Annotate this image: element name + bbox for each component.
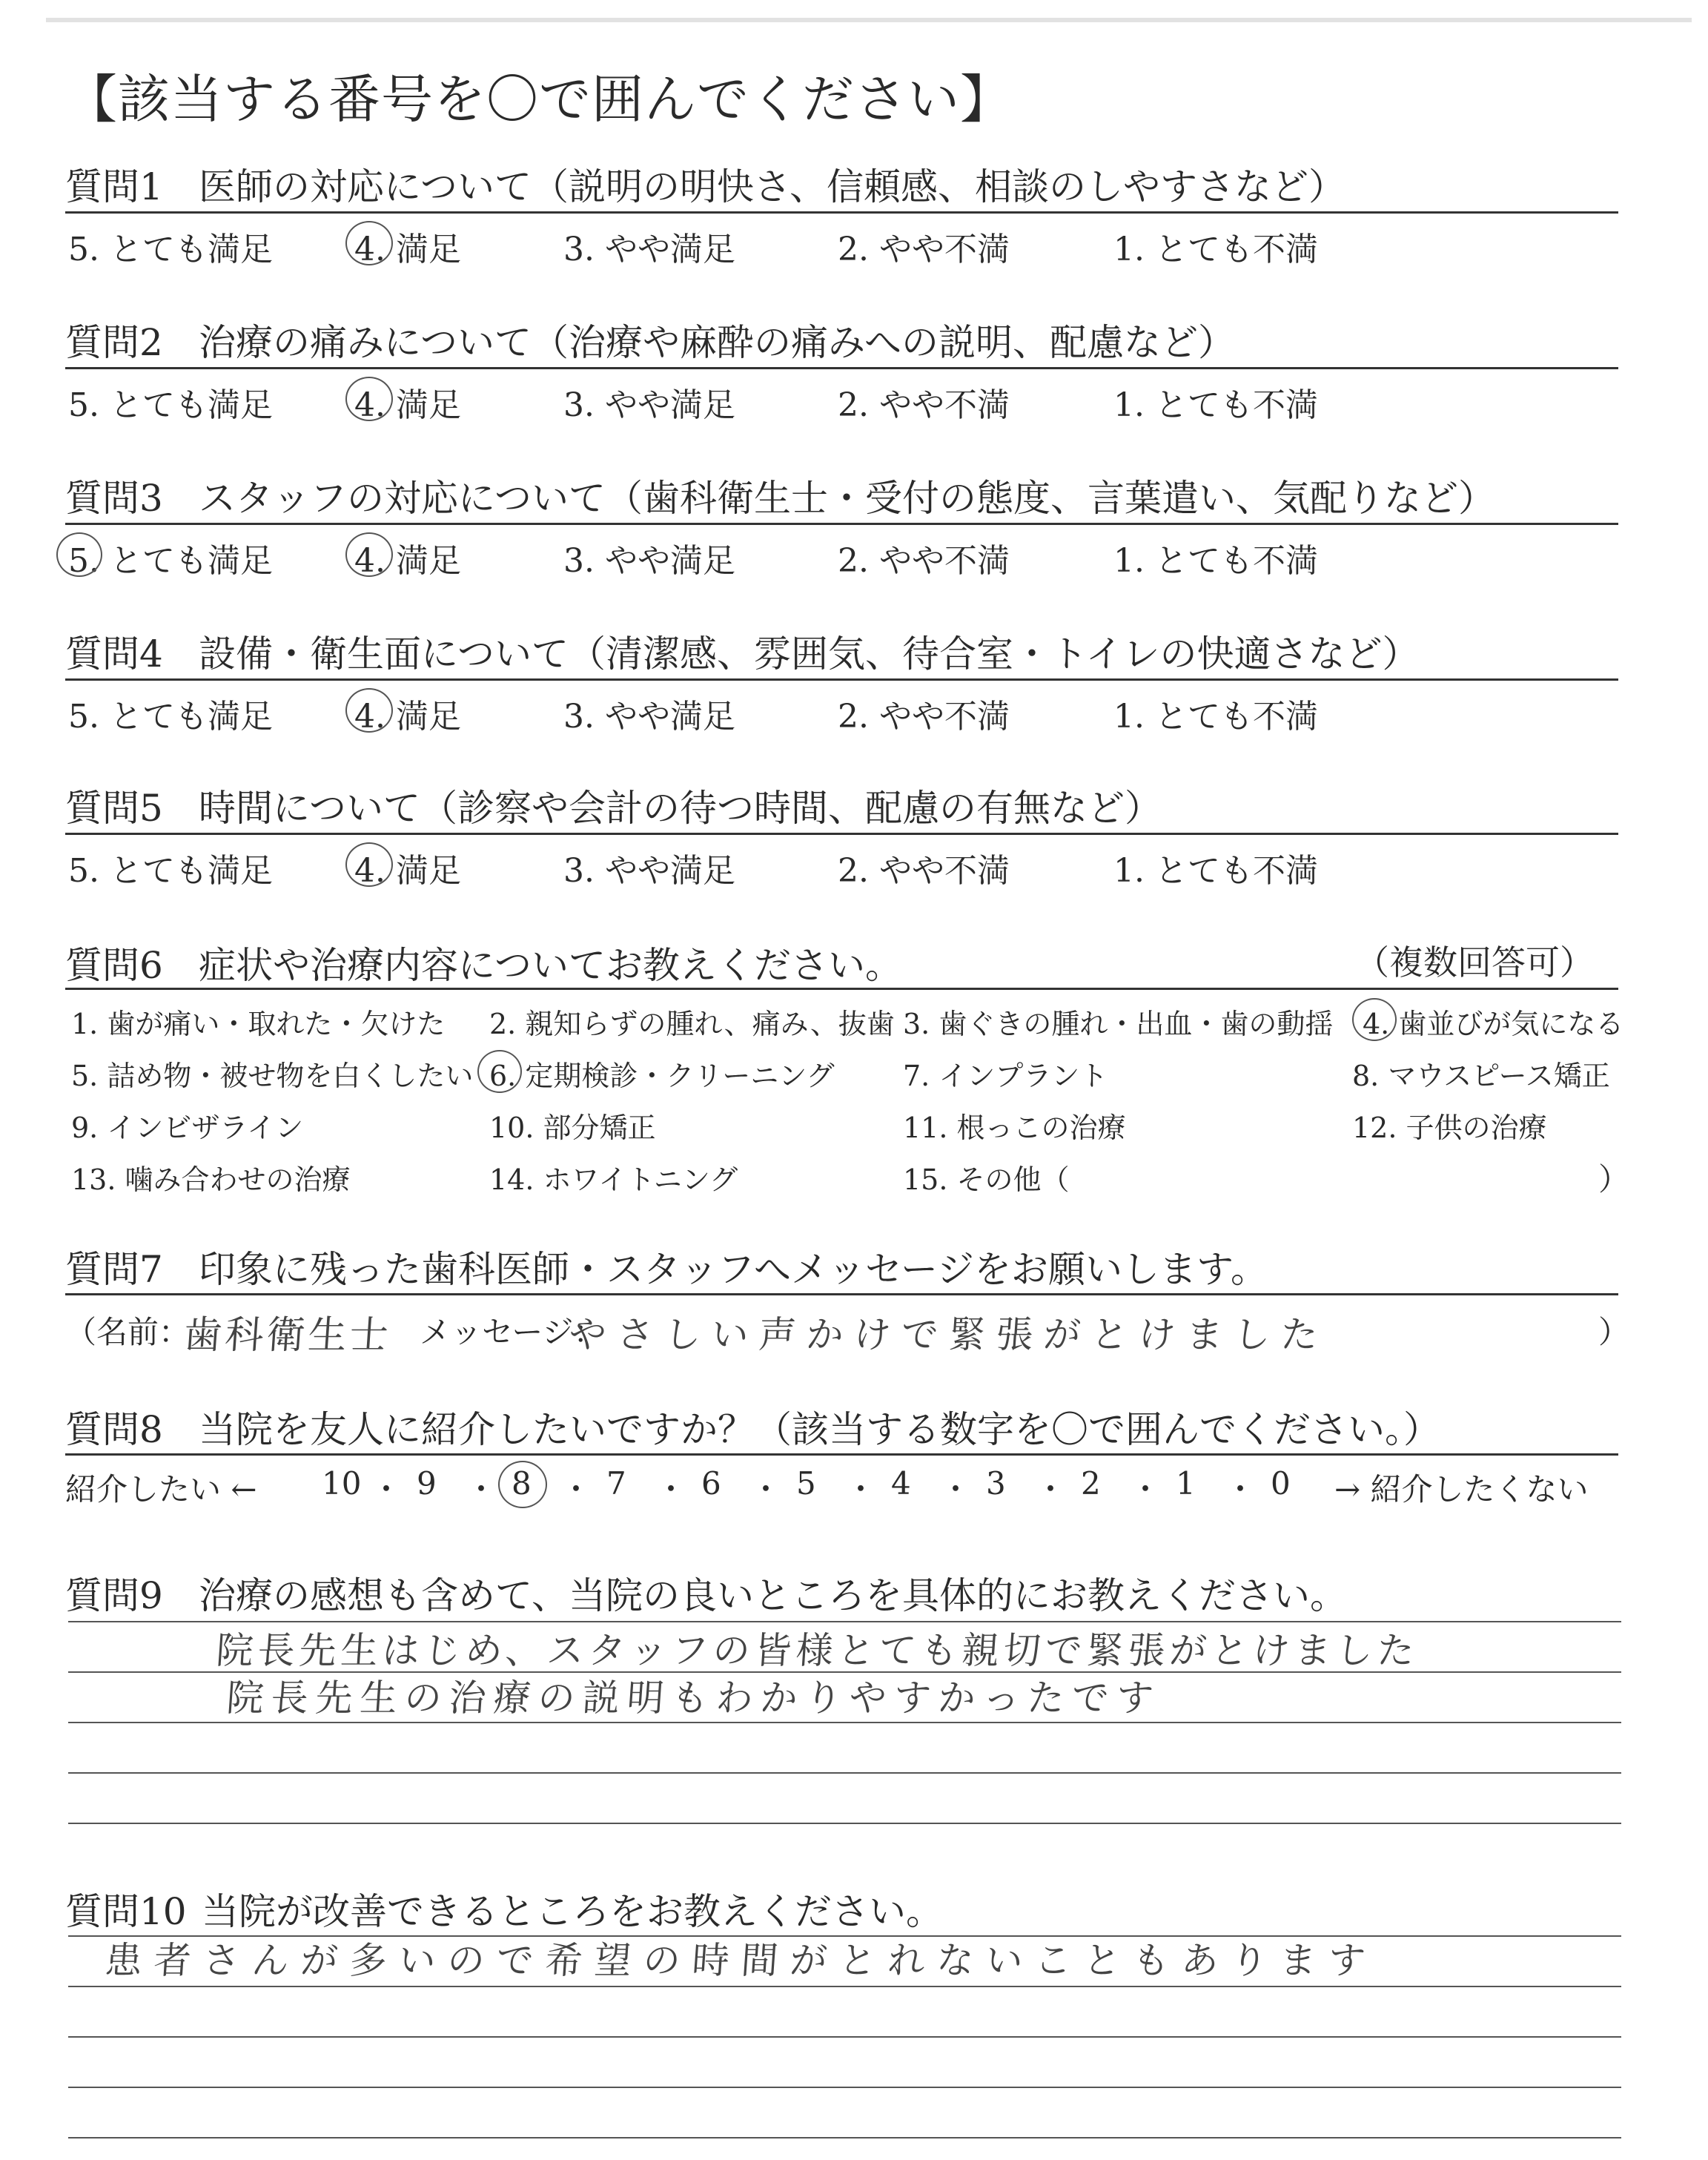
rating-option-4[interactable]: 4. 満足 (354, 542, 461, 580)
symptom-option-11[interactable]: 11. 根っこの治療 (903, 1112, 1126, 1144)
answer-line (68, 1772, 1621, 1774)
answer-line (68, 1986, 1621, 1987)
rating-option-3[interactable]: 3. やや満足 (563, 386, 735, 424)
scale-value-7[interactable]: 7 (606, 1465, 626, 1502)
symptom-option-1[interactable]: 1. 歯が痛い・取れた・欠けた (71, 1008, 446, 1040)
rating-option-4[interactable]: 4. 満足 (354, 852, 461, 890)
selection-circle (56, 532, 102, 577)
question-rule (65, 1453, 1618, 1456)
answer-line (68, 1722, 1621, 1723)
symptom-option-8[interactable]: 8. マウスピース矯正 (1352, 1060, 1610, 1092)
rating-option-1[interactable]: 1. とても不満 (1113, 231, 1318, 268)
symptom-option-10[interactable]: 10. 部分矯正 (489, 1112, 656, 1144)
answer-line (68, 1823, 1621, 1824)
answer-line (68, 2137, 1621, 2138)
scale-separator-dot: ・ (1130, 1471, 1162, 1507)
scale-value-2[interactable]: 2 (1081, 1465, 1101, 1502)
scale-value-10[interactable]: 10 (322, 1465, 362, 1502)
selection-circle (345, 221, 393, 265)
question-text: 時間について（診察や会計の待つ時間、配慮の有無など） (199, 787, 1162, 830)
rating-option-4[interactable]: 4. 満足 (354, 386, 461, 424)
rating-option-1[interactable]: 1. とても不満 (1113, 852, 1318, 890)
scale-separator-dot: ・ (940, 1471, 972, 1507)
question-number: 質問8 (65, 1408, 163, 1451)
question-text: 症状や治療内容についてお教えください。 (199, 944, 902, 987)
question-number: 質問4 (65, 633, 163, 676)
recommend-left-label: 紹介したい ← (65, 1471, 257, 1507)
question-rule (65, 211, 1618, 214)
symptom-option-14[interactable]: 14. ホワイトニング (489, 1163, 738, 1196)
question-number: 質問3 (65, 477, 163, 520)
question-rule (65, 678, 1618, 681)
staff-name-handwritten: 歯科衛生士 (182, 1313, 393, 1358)
question-rule (65, 523, 1618, 525)
scale-separator-dot: ・ (371, 1471, 403, 1507)
recommend-right-label: → 紹介したくない (1334, 1471, 1589, 1507)
improvement-answer-line-1: 患者さんが多いので希望の時間がとれないこともあります (103, 1939, 1379, 1982)
selection-circle (498, 1461, 547, 1508)
scale-separator-dot: ・ (466, 1471, 497, 1507)
other-close-paren: ） (1598, 1161, 1630, 1198)
question-number: 質問6 (65, 944, 163, 987)
question-text: スタッフの対応について（歯科衛生士・受付の態度、言葉遣い、気配りなど） (199, 477, 1495, 520)
symptom-option-6[interactable]: 6. 定期検診・クリーニング (489, 1060, 835, 1092)
rating-option-2[interactable]: 2. やや不満 (838, 386, 1010, 424)
scale-value-8[interactable]: 8 (512, 1465, 532, 1502)
question-text: 印象に残った歯科医師・スタッフへメッセージをお願いします。 (199, 1248, 1268, 1291)
rating-option-1[interactable]: 1. とても不満 (1113, 698, 1318, 736)
question-text: 治療の感想も含めて、当院の良いところを具体的にお教えください。 (199, 1574, 1347, 1617)
symptom-option-13[interactable]: 13. 噛み合わせの治療 (71, 1163, 351, 1196)
question-text: 医師の対応について（説明の明快さ、信頼感、相談のしやすさなど） (199, 165, 1345, 208)
good-points-answer-line-2: 院長先生の治療の説明もわかりやすかったです (225, 1677, 1162, 1720)
question-rule (65, 988, 1618, 990)
symptom-option-7[interactable]: 7. インプラント (903, 1060, 1108, 1092)
selection-circle (345, 532, 393, 577)
scale-separator-dot: ・ (560, 1471, 592, 1507)
symptom-option-3[interactable]: 3. 歯ぐきの腫れ・出血・歯の動揺 (903, 1008, 1334, 1040)
question-rule (65, 367, 1618, 369)
symptom-option-9[interactable]: 9. インビザライン (71, 1112, 304, 1144)
rating-option-3[interactable]: 3. やや満足 (563, 698, 735, 736)
question-text: 治療の痛みについて（治療や麻酔の痛みへの説明、配慮など） (199, 321, 1235, 364)
rating-option-5[interactable]: 5. とても満足 (68, 386, 273, 424)
message-label: メッセージ： (420, 1314, 605, 1350)
question-number: 質問10 (65, 1890, 187, 1933)
rating-option-5[interactable]: 5. とても満足 (68, 852, 273, 890)
name-label: （名前： (65, 1314, 191, 1350)
selection-circle (345, 377, 393, 421)
instruction-header: 【該当する番号を〇で囲んでください】 (65, 69, 1013, 130)
rating-option-3[interactable]: 3. やや満足 (563, 852, 735, 890)
good-points-answer-line-1: 院長先生はじめ、スタッフの皆様とても親切で緊張がとけました (214, 1629, 1420, 1672)
scale-value-0[interactable]: 0 (1271, 1465, 1291, 1502)
scale-value-5[interactable]: 5 (796, 1465, 816, 1502)
rating-option-5[interactable]: 5. とても満足 (68, 698, 273, 736)
scale-separator-dot: ・ (655, 1471, 687, 1507)
rating-option-2[interactable]: 2. やや不満 (838, 542, 1010, 580)
answer-line (68, 2036, 1621, 2038)
selection-circle (345, 842, 393, 887)
scale-value-4[interactable]: 4 (891, 1465, 911, 1502)
scale-value-3[interactable]: 3 (986, 1465, 1006, 1502)
question-number: 質問2 (65, 321, 163, 364)
scale-separator-dot: ・ (1035, 1471, 1067, 1507)
rating-option-3[interactable]: 3. やや満足 (563, 231, 735, 268)
staff-message-handwritten: やさしい声かけで緊張がとけました (567, 1313, 1330, 1356)
question-text: 当院を友人に紹介したいですか？（該当する数字を〇で囲んでください。） (199, 1408, 1440, 1451)
message-close-paren: ） (1598, 1314, 1630, 1350)
scale-separator-dot: ・ (750, 1471, 782, 1507)
rating-option-4[interactable]: 4. 満足 (354, 698, 461, 736)
rating-option-5[interactable]: 5. とても満足 (68, 231, 273, 268)
question-text: 設備・衛生面について（清潔感、雰囲気、待合室・トイレの快適さなど） (199, 633, 1420, 676)
scale-separator-dot: ・ (845, 1471, 877, 1507)
selection-circle (345, 688, 393, 733)
rating-option-4[interactable]: 4. 満足 (354, 231, 461, 268)
top-border (46, 18, 1692, 22)
rating-option-2[interactable]: 2. やや不満 (838, 852, 1010, 890)
question-rule (65, 833, 1618, 835)
question-number: 質問1 (65, 165, 163, 208)
rating-option-1[interactable]: 1. とても不満 (1113, 386, 1318, 424)
question-rule (65, 1293, 1618, 1295)
rating-option-1[interactable]: 1. とても不満 (1113, 542, 1318, 580)
selection-circle (1352, 998, 1397, 1041)
question-number: 質問5 (65, 787, 163, 830)
symptom-option-5[interactable]: 5. 詰め物・被せ物を白くしたい (71, 1060, 474, 1092)
rating-option-2[interactable]: 2. やや不満 (838, 698, 1010, 736)
scale-separator-dot: ・ (1225, 1471, 1257, 1507)
answer-line (68, 2087, 1621, 2088)
question-text: 当院が改善できるところをお教えください。 (202, 1890, 943, 1933)
selection-circle (477, 1050, 522, 1093)
symptom-option-2[interactable]: 2. 親知らずの腫れ、痛み、抜歯 (489, 1008, 895, 1040)
question-number: 質問7 (65, 1248, 163, 1291)
symptom-option-12[interactable]: 12. 子供の治療 (1352, 1112, 1547, 1144)
scale-value-6[interactable]: 6 (701, 1465, 721, 1502)
scale-value-1[interactable]: 1 (1176, 1465, 1196, 1502)
rating-option-2[interactable]: 2. やや不満 (838, 231, 1010, 268)
question-number: 質問9 (65, 1574, 163, 1617)
multiple-answer-note: （複数回答可） (1355, 942, 1594, 982)
symptom-option-15[interactable]: 15. その他（ (903, 1163, 1070, 1196)
scale-value-9[interactable]: 9 (417, 1465, 437, 1502)
rating-option-5[interactable]: 5. とても満足 (68, 542, 273, 580)
rating-option-3[interactable]: 3. やや満足 (563, 542, 735, 580)
symptom-option-4[interactable]: 4. 歯並びが気になる (1363, 1008, 1624, 1040)
